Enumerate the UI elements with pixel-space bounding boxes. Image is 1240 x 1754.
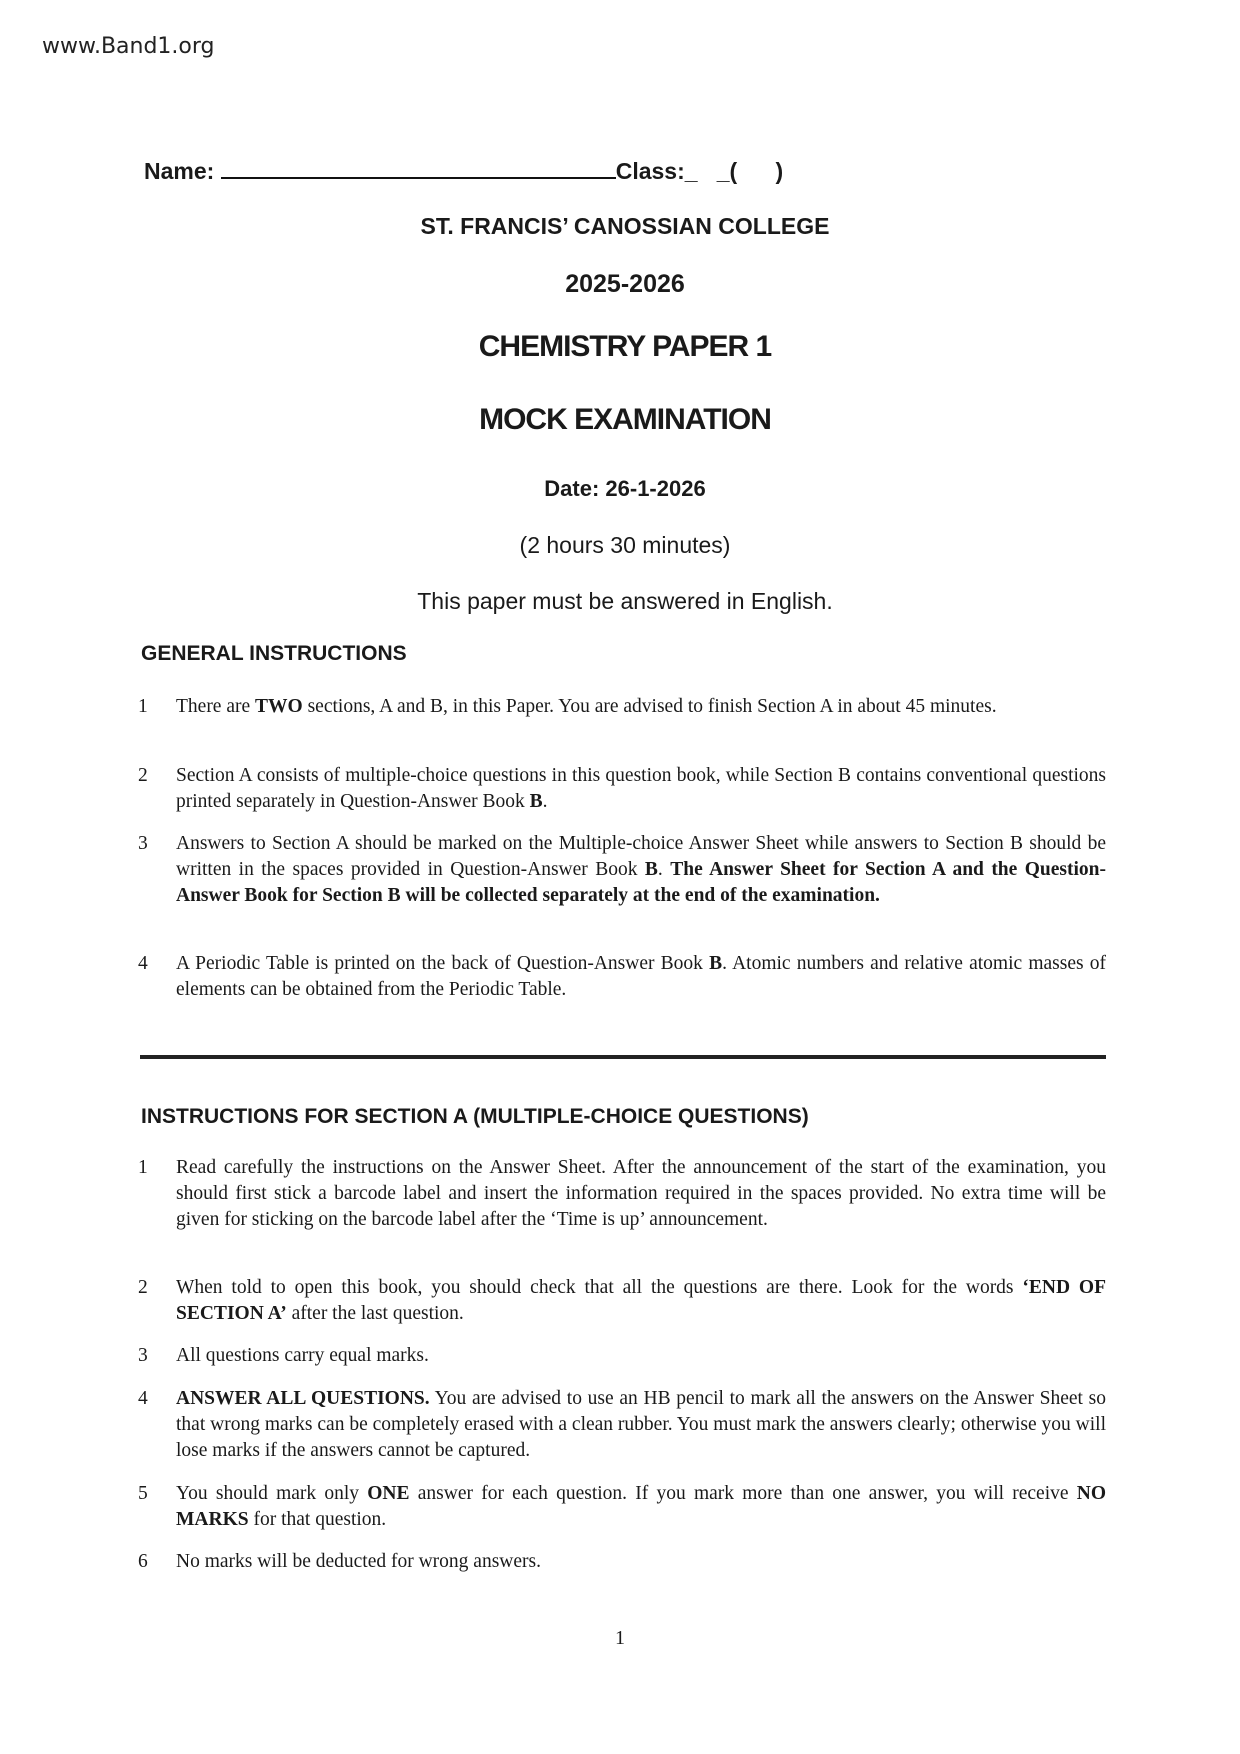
class-label: Class:_ _( ) — [615, 158, 784, 184]
instruction-item — [138, 951, 1106, 1003]
item-text: Section A consists of multiple-choice questions in this question book, while Section B contains conventional questions printed separately in Question-Answer Book B. — [176, 765, 1106, 812]
instruction-item — [138, 1343, 1106, 1369]
item-number: 4 — [138, 1388, 148, 1409]
item-text: There are TWO sections, A and B, in this Paper. You are advised to finish Section A in about 45 minutes. — [176, 696, 997, 717]
item-number: 2 — [138, 765, 148, 786]
instruction-item — [138, 763, 1106, 815]
name-label: Name: — [144, 158, 215, 184]
instruction-item — [138, 694, 1106, 720]
item-text: Read carefully the instructions on the Answer Sheet. After the announcement of the start of the examination, you should first stick a barcode label and insert the information required in the spaces provided. No extra time will be given for sticking on the barcode label after the ‘Time is up’ announcement. — [176, 1157, 1106, 1230]
item-text: ANSWER ALL QUESTIONS. You are advised to use an HB pencil to mark all the answers on the Answer Sheet so that wrong marks can be completely erased with a clean rubber. You must mark the answers clearly; otherwise you will lose marks if the answers cannot be captured. — [176, 1388, 1106, 1461]
exam-duration: (2 hours 30 minutes) — [519, 532, 731, 558]
item-number: 2 — [138, 1277, 148, 1298]
exam-date: Date: 26-1-2026 — [544, 476, 706, 501]
item-text: All questions carry equal marks. — [176, 1345, 429, 1366]
item-text: A Periodic Table is printed on the back of Question-Answer Book B. Atomic numbers and relative atomic masses of elements can be obtained from the Periodic Table. — [176, 953, 1106, 1000]
paper-title: CHEMISTRY PAPER 1 — [478, 330, 772, 363]
instruction-item — [138, 1386, 1106, 1463]
item-number: 3 — [138, 833, 148, 854]
general-instructions-heading: GENERAL INSTRUCTIONS — [141, 642, 407, 665]
item-text: Answers to Section A should be marked on the Multiple-choice Answer Sheet while answers to Section B should be written in the spaces provided in Question-Answer Book B. The Answer Sheet for Section A and the Question-Answer Book for Section B will be collected separately at the end of the examination. — [176, 833, 1106, 906]
instruction-item — [138, 1155, 1106, 1232]
item-number: 1 — [138, 1157, 148, 1178]
item-number: 5 — [138, 1483, 148, 1504]
item-text: No marks will be deducted for wrong answers. — [176, 1551, 541, 1572]
item-text: When told to open this book, you should check that all the questions are there. Look for the words ‘END OF SECTION A’ after the last question. — [176, 1277, 1106, 1324]
instruction-item — [138, 1275, 1106, 1327]
instruction-item — [138, 831, 1106, 908]
name-blank — [221, 159, 616, 179]
name-class-line — [144, 158, 783, 185]
school-year: 2025-2026 — [565, 270, 685, 298]
section-a-heading: INSTRUCTIONS FOR SECTION A (MULTIPLE-CHOICE QUESTIONS) — [141, 1105, 809, 1128]
divider — [140, 1055, 1106, 1059]
item-number: 6 — [138, 1551, 148, 1572]
language-note: This paper must be answered in English. — [417, 588, 833, 614]
exam-title: MOCK EXAMINATION — [479, 403, 771, 436]
page-number: 1 — [615, 1627, 625, 1649]
item-number: 1 — [138, 696, 148, 717]
instruction-item — [138, 1549, 1106, 1575]
item-text: You should mark only ONE answer for each question. If you mark more than one answer, you will receive NO MARKS for that question. — [176, 1483, 1107, 1530]
school-name: ST. FRANCIS’ CANOSSIAN COLLEGE — [420, 213, 830, 239]
watermark: www.Band1.org — [42, 34, 215, 59]
item-number: 4 — [138, 953, 148, 974]
item-number: 3 — [138, 1345, 148, 1366]
instruction-item — [138, 1481, 1106, 1533]
